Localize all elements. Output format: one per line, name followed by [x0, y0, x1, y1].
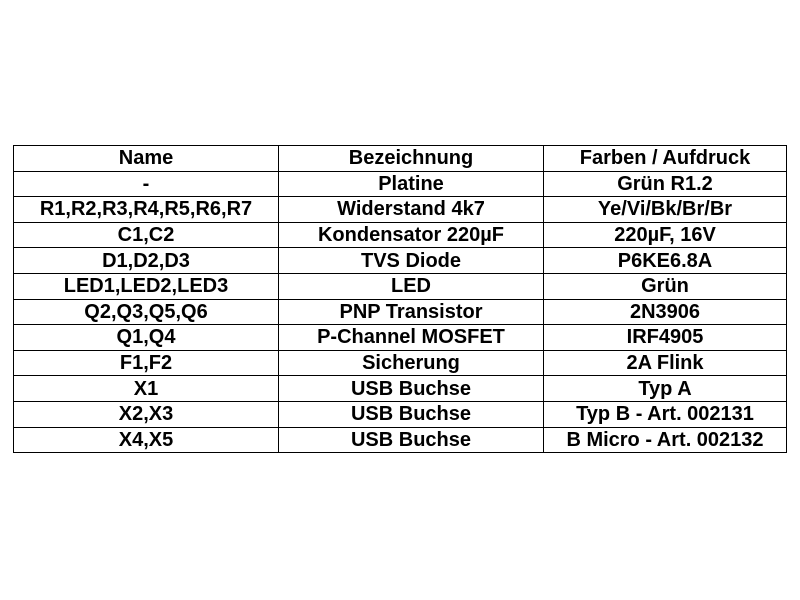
table-row — [14, 350, 787, 376]
cell-bezeichnung: LED — [279, 273, 544, 299]
cell-name: X2,X3 — [14, 401, 279, 427]
cell-farben-aufdruck: Typ B - Art. 002131 — [544, 401, 787, 427]
cell-farben-aufdruck: Typ A — [544, 376, 787, 402]
cell-name: X4,X5 — [14, 427, 279, 453]
cell-bezeichnung: Platine — [279, 171, 544, 197]
cell-farben-aufdruck: IRF4905 — [544, 325, 787, 351]
cell-farben-aufdruck: P6KE6.8A — [544, 248, 787, 274]
table-row — [14, 222, 787, 248]
cell-bezeichnung: P-Channel MOSFET — [279, 325, 544, 351]
table-row — [14, 325, 787, 351]
cell-bezeichnung: PNP Transistor — [279, 299, 544, 325]
header-name: Name — [14, 146, 279, 172]
cell-farben-aufdruck: B Micro - Art. 002132 — [544, 427, 787, 453]
cell-name: Q1,Q4 — [14, 325, 279, 351]
cell-bezeichnung: USB Buchse — [279, 376, 544, 402]
parts-list-table — [13, 145, 787, 453]
table-row — [14, 427, 787, 453]
table-row — [14, 197, 787, 223]
cell-name: - — [14, 171, 279, 197]
table-row — [14, 401, 787, 427]
cell-name: Q2,Q3,Q5,Q6 — [14, 299, 279, 325]
cell-farben-aufdruck: Ye/Vi/Bk/Br/Br — [544, 197, 787, 223]
cell-bezeichnung: USB Buchse — [279, 427, 544, 453]
cell-bezeichnung: TVS Diode — [279, 248, 544, 274]
cell-farben-aufdruck: 220µF, 16V — [544, 222, 787, 248]
cell-bezeichnung: Sicherung — [279, 350, 544, 376]
cell-name: LED1,LED2,LED3 — [14, 273, 279, 299]
cell-bezeichnung: USB Buchse — [279, 401, 544, 427]
cell-name: X1 — [14, 376, 279, 402]
cell-farben-aufdruck: 2N3906 — [544, 299, 787, 325]
table-row — [14, 299, 787, 325]
cell-farben-aufdruck: 2A Flink — [544, 350, 787, 376]
table-row — [14, 248, 787, 274]
cell-bezeichnung: Kondensator 220µF — [279, 222, 544, 248]
header-farben-aufdruck: Farben / Aufdruck — [544, 146, 787, 172]
table-row — [14, 376, 787, 402]
cell-name: C1,C2 — [14, 222, 279, 248]
table-header-row — [14, 146, 787, 172]
table-row — [14, 273, 787, 299]
header-bezeichnung: Bezeichnung — [279, 146, 544, 172]
table-row — [14, 171, 787, 197]
cell-farben-aufdruck: Grün — [544, 273, 787, 299]
cell-name: R1,R2,R3,R4,R5,R6,R7 — [14, 197, 279, 223]
cell-bezeichnung: Widerstand 4k7 — [279, 197, 544, 223]
cell-name: F1,F2 — [14, 350, 279, 376]
cell-name: D1,D2,D3 — [14, 248, 279, 274]
cell-farben-aufdruck: Grün R1.2 — [544, 171, 787, 197]
